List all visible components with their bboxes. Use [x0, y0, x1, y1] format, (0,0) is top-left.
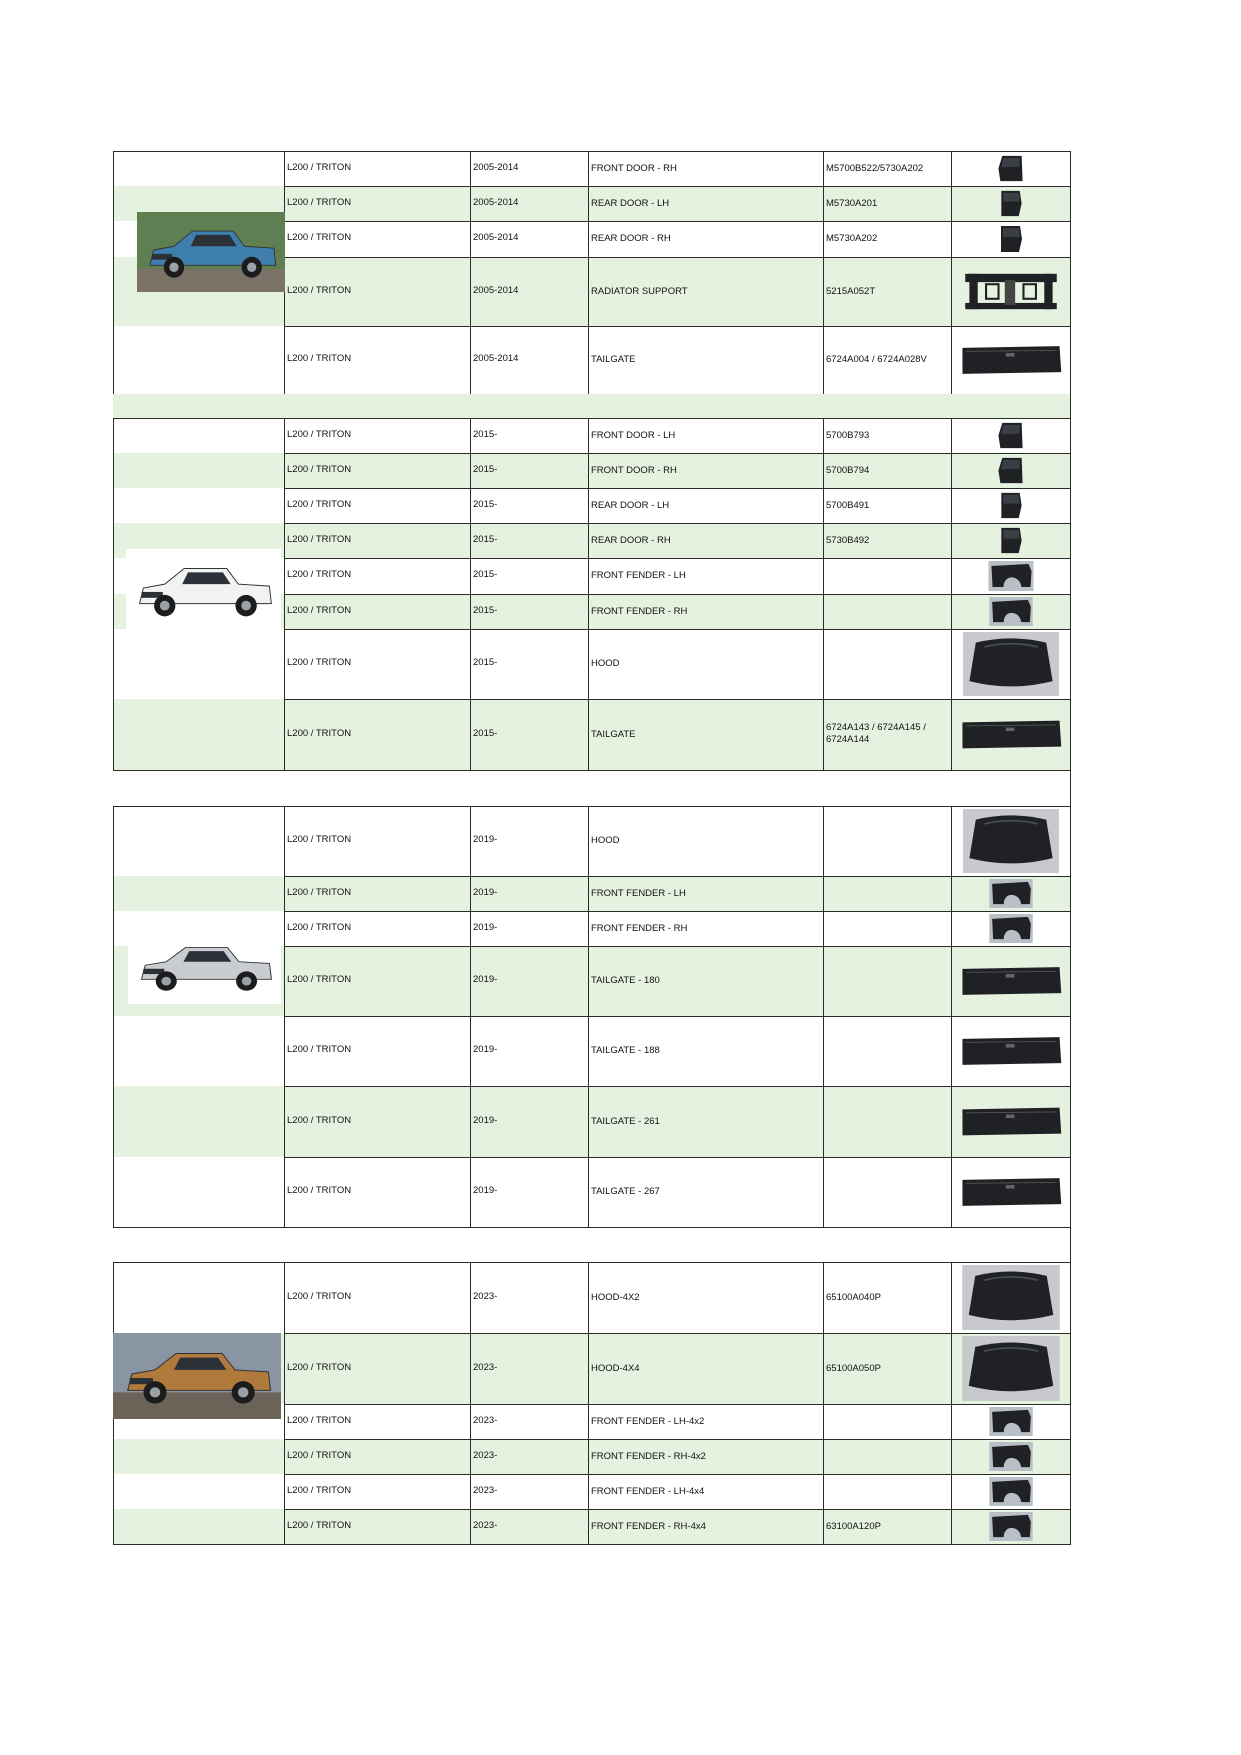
grid-line — [951, 806, 952, 1228]
oem-number-cell: 5700B793 — [826, 430, 870, 441]
part-name-cell: FRONT DOOR - RH — [591, 465, 677, 476]
part-name-cell: TAILGATE - 261 — [591, 1116, 660, 1127]
grid-line — [284, 1439, 1071, 1440]
part-name-cell: REAR DOOR - RH — [591, 535, 671, 546]
oem-number-cell: M5700B522/5730A202 — [826, 163, 924, 174]
grid-line — [113, 806, 1071, 807]
year-cell: 2023- — [473, 1485, 498, 1496]
grid-line — [284, 488, 1071, 489]
model-cell: L200 / TRITON — [287, 974, 352, 985]
year-cell: 2019- — [473, 974, 498, 985]
oem-number-cell: 65100A050P — [826, 1363, 881, 1374]
model-cell: L200 / TRITON — [287, 728, 352, 739]
hood-icon — [959, 632, 1063, 696]
grid-line — [284, 186, 1071, 187]
fender-icon — [979, 561, 1043, 591]
year-cell: 2015- — [473, 464, 498, 475]
year-cell: 2015- — [473, 534, 498, 545]
model-cell: L200 / TRITON — [287, 1291, 352, 1302]
fender-icon — [979, 914, 1043, 943]
fender-icon — [979, 879, 1043, 908]
grid-line — [1070, 806, 1071, 1228]
tailgate-icon — [959, 329, 1063, 391]
rear-door-icon — [979, 491, 1043, 520]
grid-line — [284, 257, 1071, 258]
year-cell: 2015- — [473, 569, 498, 580]
model-cell: L200 / TRITON — [287, 162, 352, 173]
model-cell: L200 / TRITON — [287, 232, 352, 243]
model-cell: L200 / TRITON — [287, 1362, 352, 1373]
model-cell: L200 / TRITON — [287, 1115, 352, 1126]
year-cell: 2005-2014 — [473, 285, 519, 296]
oem-number-cell: 5700B794 — [826, 465, 870, 476]
grid-line — [284, 1509, 1071, 1510]
model-cell: L200 / TRITON — [287, 534, 352, 545]
grid-line — [284, 523, 1071, 524]
year-cell: 2005-2014 — [473, 197, 519, 208]
year-cell: 2015- — [473, 605, 498, 616]
oem-number-cell: 5215A052T — [826, 286, 876, 297]
year-cell: 2019- — [473, 1115, 498, 1126]
grid-line — [823, 806, 824, 1228]
part-name-cell: REAR DOOR - RH — [591, 233, 671, 244]
part-name-cell: TAILGATE — [591, 354, 636, 365]
oem-number-cell: 5700B491 — [826, 500, 870, 511]
year-cell: 2023- — [473, 1415, 498, 1426]
grid-line — [284, 876, 1071, 877]
tailgate-icon — [959, 1019, 1063, 1083]
grid-line — [113, 151, 1071, 152]
oem-number-cell: 63100A120P — [826, 1521, 881, 1532]
grid-line — [113, 1544, 1071, 1545]
grid-line — [470, 151, 471, 395]
grid-line — [1070, 151, 1071, 395]
part-name-cell: FRONT FENDER - RH — [591, 923, 688, 934]
grid-line — [951, 151, 952, 395]
grid-line — [284, 1404, 1071, 1405]
year-cell: 2019- — [473, 922, 498, 933]
part-name-cell: FRONT FENDER - RH-4x2 — [591, 1451, 706, 1462]
model-cell: L200 / TRITON — [287, 834, 352, 845]
year-cell: 2015- — [473, 728, 498, 739]
year-cell: 2019- — [473, 887, 498, 898]
part-name-cell: FRONT FENDER - RH — [591, 606, 688, 617]
model-cell: L200 / TRITON — [287, 605, 352, 616]
grid-line — [113, 770, 1071, 771]
grid-line — [470, 806, 471, 1228]
grid-line — [1070, 1227, 1071, 1262]
fender-icon — [979, 1442, 1043, 1471]
part-name-cell: FRONT FENDER - LH-4x4 — [591, 1486, 705, 1497]
grid-line — [113, 151, 114, 395]
part-name-cell: FRONT FENDER - RH-4x4 — [591, 1521, 706, 1532]
rear-door-icon — [979, 526, 1043, 555]
tailgate-icon — [959, 1160, 1063, 1224]
grid-line — [284, 699, 1071, 700]
grid-line — [113, 1227, 1071, 1228]
part-name-cell: RADIATOR SUPPORT — [591, 286, 688, 297]
year-cell: 2015- — [473, 657, 498, 668]
part-name-cell: TAILGATE - 180 — [591, 975, 660, 986]
grid-line — [284, 1016, 1071, 1017]
grid-line — [113, 806, 114, 1228]
fender-icon — [979, 597, 1043, 626]
model-cell: L200 / TRITON — [287, 353, 352, 364]
grid-line — [113, 1262, 1071, 1263]
part-name-cell: TAILGATE - 188 — [591, 1045, 660, 1056]
grid-line — [284, 629, 1071, 630]
part-name-cell: FRONT FENDER - LH — [591, 888, 686, 899]
grid-line — [284, 558, 1071, 559]
front-door-icon — [979, 154, 1043, 183]
grid-line — [113, 418, 114, 771]
tailgate-icon — [959, 1089, 1063, 1154]
grid-line — [284, 946, 1071, 947]
rear-door-icon — [979, 189, 1043, 218]
grid-line — [588, 151, 589, 395]
grid-line — [1070, 394, 1071, 418]
grid-line — [284, 594, 1071, 595]
model-cell: L200 / TRITON — [287, 1185, 352, 1196]
year-cell: 2019- — [473, 834, 498, 845]
part-name-cell: HOOD-4X2 — [591, 1292, 640, 1303]
part-name-cell: FRONT FENDER - LH-4x2 — [591, 1416, 705, 1427]
part-name-cell: FRONT FENDER - LH — [591, 570, 686, 581]
white-pickup-photo — [126, 549, 281, 631]
model-cell: L200 / TRITON — [287, 429, 352, 440]
grid-line — [284, 1086, 1071, 1087]
grid-line — [284, 1157, 1071, 1158]
grid-line — [113, 418, 1071, 419]
grid-line — [284, 911, 1071, 912]
hood-icon — [959, 809, 1063, 873]
part-name-cell: HOOD — [591, 658, 620, 669]
grid-line — [284, 221, 1071, 222]
model-cell: L200 / TRITON — [287, 1485, 352, 1496]
bronze-pickup-photo — [113, 1333, 281, 1419]
model-cell: L200 / TRITON — [287, 1044, 352, 1055]
tailgate-icon — [959, 702, 1063, 767]
model-cell: L200 / TRITON — [287, 569, 352, 580]
grid-line — [284, 806, 285, 1228]
year-cell: 2019- — [473, 1185, 498, 1196]
part-name-cell: REAR DOOR - LH — [591, 500, 670, 511]
year-cell: 2023- — [473, 1291, 498, 1302]
grid-line — [1070, 770, 1071, 806]
oem-number-cell: M5730A202 — [826, 233, 878, 244]
model-cell: L200 / TRITON — [287, 464, 352, 475]
model-cell: L200 / TRITON — [287, 285, 352, 296]
model-cell: L200 / TRITON — [287, 1520, 352, 1531]
front-door-icon — [979, 456, 1043, 485]
fender-icon — [979, 1407, 1043, 1436]
silver-pickup-photo — [128, 930, 281, 1004]
oem-number-cell: 5730B492 — [826, 535, 870, 546]
radiator-support-icon — [959, 260, 1063, 323]
year-cell: 2005-2014 — [473, 353, 519, 364]
rear-door-icon — [979, 224, 1043, 254]
fender-icon — [979, 1512, 1043, 1541]
fender-icon — [979, 1477, 1043, 1506]
part-name-cell: HOOD — [591, 835, 620, 846]
model-cell: L200 / TRITON — [287, 887, 352, 898]
grid-line — [284, 326, 1071, 327]
model-cell: L200 / TRITON — [287, 197, 352, 208]
model-cell: L200 / TRITON — [287, 1415, 352, 1426]
grid-line — [588, 806, 589, 1228]
year-cell: 2019- — [473, 1044, 498, 1055]
hood-icon — [959, 1336, 1063, 1401]
grid-line — [284, 453, 1071, 454]
year-cell: 2005-2014 — [473, 232, 519, 243]
oem-number-cell: M5730A201 — [826, 198, 878, 209]
part-name-cell: TAILGATE - 267 — [591, 1186, 660, 1197]
year-cell: 2015- — [473, 429, 498, 440]
model-cell: L200 / TRITON — [287, 499, 352, 510]
oem-number-cell: 6724A143 / 6724A145 / 6724A144 — [826, 722, 926, 745]
tailgate-icon — [959, 949, 1063, 1013]
year-cell: 2015- — [473, 499, 498, 510]
front-door-icon — [979, 421, 1043, 450]
year-cell: 2023- — [473, 1450, 498, 1461]
model-cell: L200 / TRITON — [287, 922, 352, 933]
hood-icon — [959, 1265, 1063, 1330]
section-gap-band — [113, 394, 1070, 418]
part-name-cell: FRONT DOOR - RH — [591, 163, 677, 174]
oem-number-cell: 6724A004 / 6724A028V — [826, 354, 927, 365]
grid-line — [284, 1474, 1071, 1475]
grid-line — [823, 151, 824, 395]
oem-number-cell: 65100A040P — [826, 1292, 881, 1303]
part-name-cell: FRONT DOOR - LH — [591, 430, 676, 441]
blue-pickup-photo — [137, 212, 285, 292]
year-cell: 2023- — [473, 1362, 498, 1373]
grid-line — [284, 1333, 1071, 1334]
year-cell: 2005-2014 — [473, 162, 519, 173]
model-cell: L200 / TRITON — [287, 1450, 352, 1461]
part-name-cell: REAR DOOR - LH — [591, 198, 670, 209]
part-name-cell: HOOD-4X4 — [591, 1363, 640, 1374]
year-cell: 2023- — [473, 1520, 498, 1531]
model-cell: L200 / TRITON — [287, 657, 352, 668]
part-name-cell: TAILGATE — [591, 729, 636, 740]
